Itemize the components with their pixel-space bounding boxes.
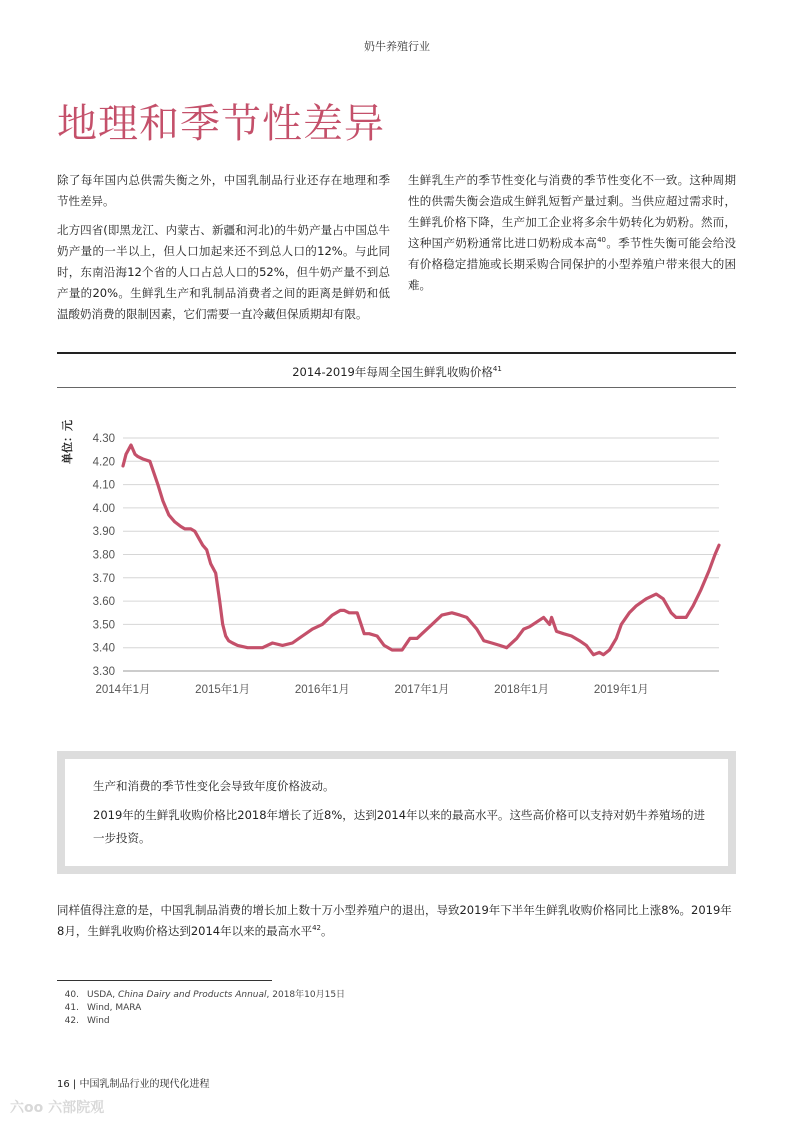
y-tick-label: 3.40 bbox=[92, 642, 115, 655]
bottom-paragraph-text: 同样值得注意的是，中国乳制品消费的增长加上数十万小型养殖户的退出，导致2019年下半年生鲜乳收购价格同比上涨8%。2019年8月，生鲜乳收购价格达到2014年以来的最高水平 bbox=[57, 903, 732, 938]
running-header: 奶牛养殖行业 bbox=[364, 40, 430, 53]
callout-line-2: 2019年的生鲜乳收购价格比2018年增长了近8%，达到2014年以来的最高水平。这些高价格可以支持对奶牛养殖场的进一步投资。 bbox=[93, 808, 706, 845]
x-tick-labels bbox=[96, 682, 649, 696]
footnote-number: 41. bbox=[64, 1003, 79, 1013]
section-rule bbox=[57, 352, 736, 354]
footnote-italic: China Dairy and Products Annual bbox=[117, 990, 267, 1000]
bottom-paragraph bbox=[57, 900, 737, 942]
left-paragraph-1: 除了每年国内总供需失衡之外，中国乳制品行业还存在地理和季节性差异。 bbox=[57, 173, 390, 208]
y-tick-label: 3.60 bbox=[92, 596, 115, 609]
right-paragraph-1 bbox=[408, 170, 736, 296]
y-tick-label: 3.50 bbox=[92, 619, 115, 632]
footnote-number: 40. bbox=[64, 990, 79, 1000]
y-axis-unit-label: 单位：元 bbox=[61, 420, 74, 464]
callout-text bbox=[93, 775, 708, 856]
page-title: 地理和季节性差异 bbox=[57, 101, 385, 147]
footnote-42 bbox=[57, 1015, 345, 1028]
footnote-ref-40[interactable]: 40 bbox=[597, 236, 607, 245]
x-tick-label: 2015年1月 bbox=[195, 684, 251, 696]
page-footer: 16 | 中国乳制品行业的现代化进程 bbox=[57, 1079, 210, 1090]
right-paragraph-1-text-a: 生鲜乳生产的季节性变化与消费的季节性变化不一致。这种周期性的供需失衡会造成生鲜乳短暂产量过剩。当供应超过需求时，生鲜乳价格下降，生产加工企业将多余牛奶转化为奶粉。然而，这种国产奶粉通常比进口奶粉成本高 bbox=[408, 173, 736, 250]
footnote-rule bbox=[57, 980, 272, 981]
y-tick-label: 3.80 bbox=[92, 549, 115, 562]
y-tick-label: 4.20 bbox=[92, 456, 115, 469]
x-tick-label: 2019年1月 bbox=[593, 684, 649, 696]
left-paragraph-2: 北方四省(即黑龙江、内蒙古、新疆和河北)的牛奶产量占中国总牛奶产量的一半以上，但人口加起来还不到总人口的12%。与此同时，东南沿海12个省的人口占总人口的52%，但牛奶产量不到总产量的20%。生鲜乳生产和乳制品消费者之间的距离是鲜奶和低温酸奶消费的限制因素，它们需要一直冷藏但保质期却有限。 bbox=[57, 223, 390, 321]
y-tick-label: 4.30 bbox=[92, 433, 115, 445]
bottom-paragraph-end: 。 bbox=[321, 924, 333, 938]
y-tick-label: 3.70 bbox=[92, 572, 115, 585]
footnote-ref-42[interactable]: 42 bbox=[312, 924, 322, 933]
chart-title-rule bbox=[57, 387, 736, 388]
footnote-number: 42. bbox=[64, 1016, 79, 1026]
y-tick-labels bbox=[93, 433, 115, 678]
y-tick-label: 4.00 bbox=[92, 502, 115, 515]
footnotes bbox=[57, 989, 345, 1028]
x-tick-label: 2016年1月 bbox=[294, 684, 350, 696]
right-column bbox=[408, 170, 736, 304]
y-tick-label: 3.90 bbox=[92, 526, 115, 539]
footnote-text-tail: , 2018年10月15日 bbox=[266, 990, 346, 1000]
chart-title bbox=[0, 364, 794, 380]
right-paragraph-1-text-b: 。季节性失衡可能会给没有价格稳定措施或长期采购合同保护的小型养殖户带来很大的困难。 bbox=[408, 236, 737, 292]
y-tick-label: 4.10 bbox=[92, 479, 115, 492]
footnote-text: Wind, MARA bbox=[87, 1003, 142, 1013]
x-tick-label: 2018年1月 bbox=[494, 684, 550, 696]
y-tick-label: 3.30 bbox=[92, 666, 115, 678]
x-tick-label: 2014年1月 bbox=[95, 684, 151, 696]
left-column bbox=[57, 170, 390, 333]
callout-line-1: 生产和消费的季节性变化会导致年度价格波动。 bbox=[93, 779, 335, 793]
footnote-text: Wind bbox=[87, 1016, 110, 1026]
watermark-logo: 六oo 六部院观 bbox=[10, 1100, 105, 1116]
chart-series bbox=[123, 445, 719, 655]
callout-box bbox=[57, 751, 736, 874]
footnote-text: USDA, bbox=[87, 990, 118, 1000]
price-line-chart bbox=[57, 398, 736, 708]
footnote-41 bbox=[57, 1002, 345, 1015]
price-series-line bbox=[123, 445, 719, 655]
x-tick-label: 2017年1月 bbox=[394, 684, 450, 696]
chart-title-text: 2014-2019年每周全国生鲜乳收购价格 bbox=[292, 365, 493, 379]
footnote-ref-41[interactable]: 41 bbox=[492, 365, 502, 374]
footnote-40 bbox=[57, 989, 345, 1002]
